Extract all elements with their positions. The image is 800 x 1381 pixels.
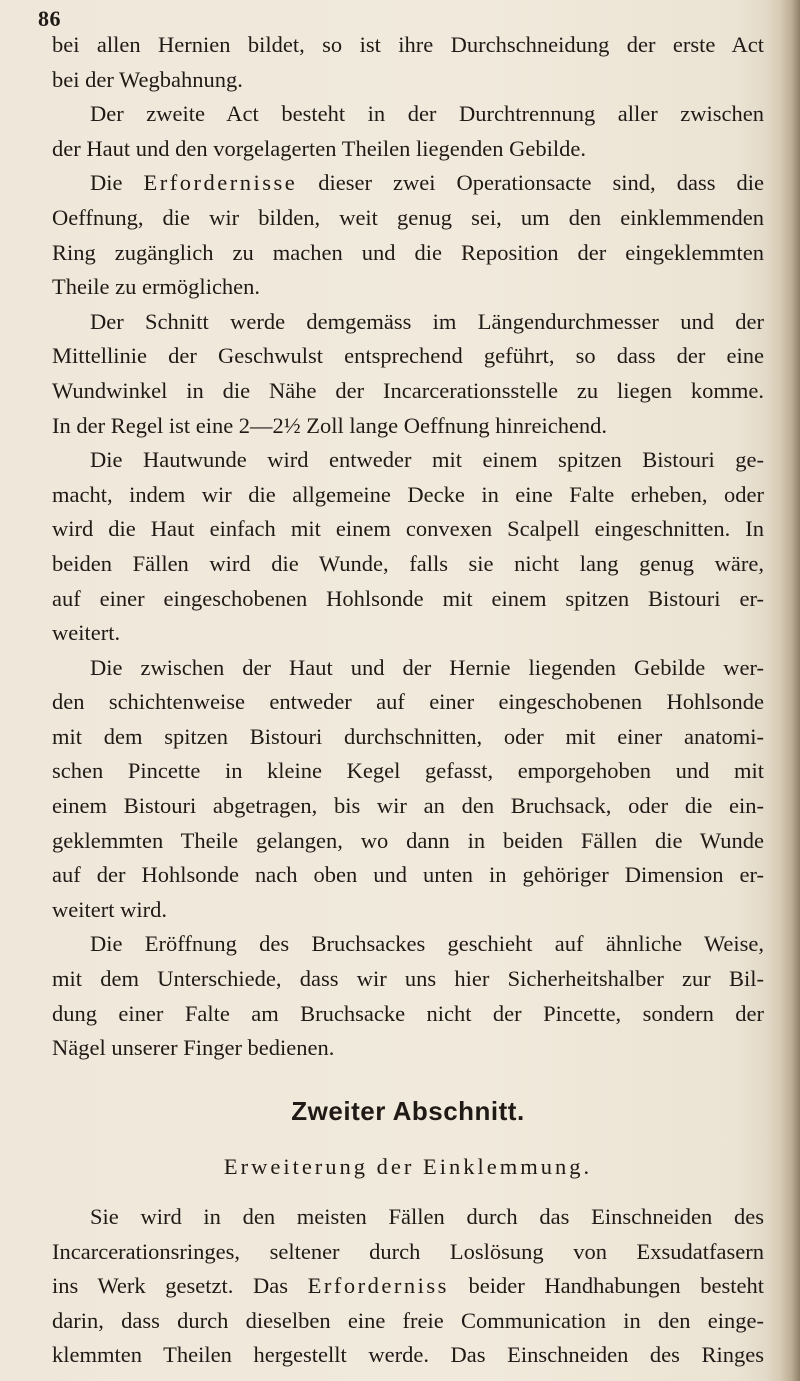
text-fragment: dieser zwei Operationsacte sind, dass die — [297, 170, 764, 196]
text-fragment: beider Handhabungen besteht — [448, 1273, 764, 1299]
section-two-text — [52, 1200, 764, 1373]
text-line: dung einer Falte am Bruchsacke nicht der Pincette, sondern der — [52, 1000, 764, 1026]
text-line-requirements — [52, 166, 764, 201]
text-fragment: Die — [90, 170, 144, 196]
text-line: Sie wird in den meisten Fällen durch das Einschneiden des — [90, 1204, 764, 1229]
text-line: mit dem spitzen Bistouri durchschnitten, oder mit einer anatomi- — [52, 723, 764, 749]
text-line: Mittellinie der Geschwulst entsprechend geführt, so dass der eine — [52, 343, 764, 369]
text-line-requirements — [52, 1269, 764, 1304]
text-line: wird die Haut einfach mit einem convexen Scalpell eingeschnitten. In — [52, 516, 764, 542]
section-heading: Zweiter Abschnitt. — [291, 1096, 525, 1126]
text-line: macht, indem wir die allgemeine Decke in eine Falte erheben, oder — [52, 481, 764, 507]
text-line: Oeffnung, die wir bilden, weit genug sei, um den einklemmenden — [52, 204, 764, 230]
text-line: schen Pincette in kleine Kegel gefasst, emporgehoben und mit — [52, 758, 764, 784]
text-line: auf der Hohlsonde nach oben und unten in gehöriger Dimension er- — [52, 862, 764, 888]
text-line: weitert wird. — [52, 896, 167, 922]
text-line: einem Bistouri abgetragen, bis wir an den Bruchsack, oder die ein- — [52, 793, 764, 819]
text-line: der Haut und den vorgelagerten Theilen liegenden Gebilde. — [52, 135, 586, 161]
emphasized-term: Erforderniss — [307, 1273, 449, 1299]
text-line: den schichtenweise entweder auf einer eingeschobenen Hohlsonde — [52, 689, 764, 715]
text-line: In der Regel ist eine 2—2½ Zoll lange Oeffnung hinreichend. — [52, 412, 608, 438]
text-line: Die Hautwunde wird entweder mit einem spitzen Bistouri ge- — [90, 447, 764, 473]
text-line: klemmten Theilen hergestellt werde. Das Einschneiden des Ringes — [52, 1342, 764, 1368]
page-number: 86 — [38, 6, 61, 31]
text-line: Die zwischen der Haut und der Hernie liegenden Gebilde wer- — [90, 654, 764, 680]
text-line: Ring zugänglich zu machen und die Reposition der eingeklemmten — [52, 239, 764, 265]
page-binding-edge — [766, 0, 800, 1381]
text-line: Der zweite Act besteht in der Durchtrennung aller zwischen — [90, 101, 764, 127]
section-subheading: Erweiterung der Einklemmung. — [223, 1154, 593, 1179]
text-line: weitert. — [52, 620, 121, 646]
text-line: Incarcerationsringes, seltener durch Loslösung von Exsudatfasern — [52, 1238, 764, 1264]
text-line: Theile zu ermöglichen. — [52, 274, 261, 300]
text-line: darin, dass durch dieselben eine freie Communication in den einge- — [52, 1307, 764, 1333]
text-line: bei allen Hernien bildet, so ist ihre Durchschneidung der erste Act — [52, 32, 764, 57]
body-text — [52, 28, 764, 1368]
text-line: mit dem Unterschiede, dass wir uns hier Sicherheitshalber zur Bil- — [52, 966, 764, 992]
text-line: Der Schnitt werde demgemäss im Längendurchmesser und der — [90, 308, 764, 334]
text-line: beiden Fällen wird die Wunde, falls sie nicht lang genug wäre, — [52, 550, 764, 576]
text-line: Wundwinkel in die Nähe der Incarcerationsstelle zu liegen komme. — [52, 377, 764, 403]
text-line: auf einer eingeschobenen Hohlsonde mit einem spitzen Bistouri er- — [52, 585, 764, 611]
text-line: bei der Wegbahnung. — [52, 66, 243, 92]
text-fragment: ins Werk gesetzt. Das — [52, 1273, 308, 1299]
emphasized-term: Erfordernisse — [143, 170, 298, 196]
text-line: Die Eröffnung des Bruchsackes geschieht auf ähnliche Weise, — [90, 931, 764, 957]
text-line: Nägel unserer Finger bedienen. — [52, 1035, 335, 1061]
text-line: geklemmten Theile gelangen, wo dann in beiden Fällen die Wunde — [52, 827, 764, 853]
